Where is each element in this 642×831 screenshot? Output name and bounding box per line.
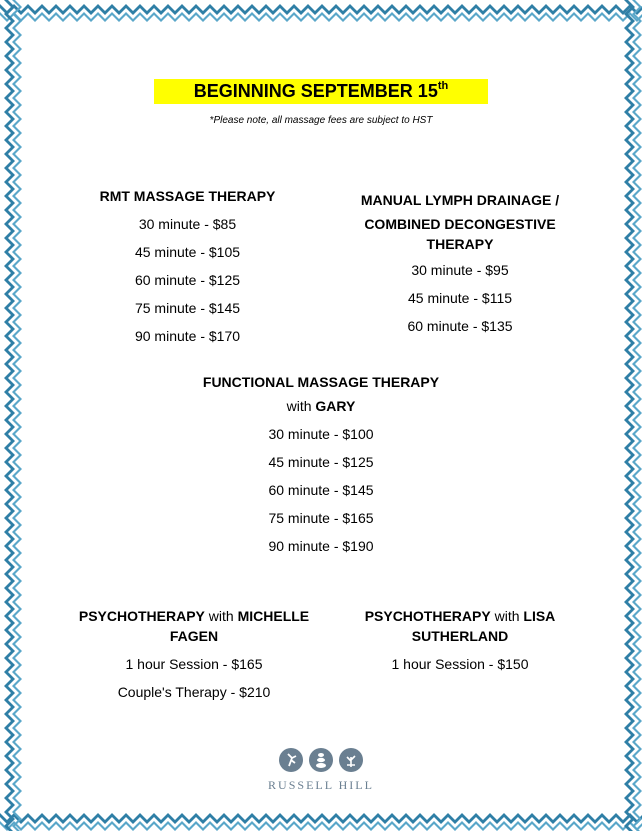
page-title: BEGINNING SEPTEMBER 15th: [154, 79, 488, 104]
price-item: Couple's Therapy - $210: [117, 684, 271, 700]
lisa-heading: PSYCHOTHERAPY with LISA SUTHERLAND: [364, 608, 556, 644]
logo-plant-icon: [339, 748, 363, 772]
rmt-heading: RMT MASSAGE THERAPY: [99, 188, 276, 204]
price-item: 45 minute - $105: [134, 244, 241, 260]
russell-hill-logo: [0, 748, 642, 793]
price-item: 30 minute - $95: [411, 262, 509, 278]
lymph-heading-line2: COMBINED DECONGESTIVE THERAPY: [364, 216, 556, 252]
price-item: 1 hour Session - $165: [125, 656, 263, 672]
michelle-heading: PSYCHOTHERAPY with MICHELLE FAGEN: [78, 608, 310, 644]
logo-stones-icon: [309, 748, 333, 772]
rmt-section: [80, 186, 295, 350]
logo-text: RUSSELL HILL: [268, 778, 374, 792]
price-item: 1 hour Session - $150: [391, 656, 529, 672]
border-top: [0, 0, 642, 22]
functional-heading: FUNCTIONAL MASSAGE THERAPY: [202, 374, 440, 390]
lymph-heading-line1: MANUAL LYMPH DRAINAGE /: [360, 192, 560, 208]
price-item: 60 minute - $135: [407, 318, 513, 334]
title-superscript: th: [437, 80, 449, 92]
price-item: 30 minute - $85: [138, 216, 237, 232]
lymph-section: [340, 186, 580, 340]
price-item: 60 minute - $125: [134, 272, 241, 288]
price-item: 75 minute - $145: [134, 300, 241, 316]
price-item: 90 minute - $170: [134, 328, 241, 344]
border-bottom: [0, 809, 642, 831]
michelle-section: [70, 606, 318, 706]
price-item: 45 minute - $125: [268, 454, 374, 470]
hst-note: *Please note, all massage fees are subject to HST: [209, 115, 433, 126]
price-item: 30 minute - $100: [268, 426, 374, 442]
price-item: 45 minute - $115: [407, 290, 513, 306]
logo-figure-icon: [279, 748, 303, 772]
price-item: 60 minute - $145: [268, 482, 374, 498]
price-item: 90 minute - $190: [268, 538, 374, 554]
functional-with: with GARY: [286, 398, 356, 414]
lisa-section: [345, 606, 575, 678]
functional-section: [171, 372, 471, 560]
price-item: 75 minute - $165: [268, 510, 374, 526]
